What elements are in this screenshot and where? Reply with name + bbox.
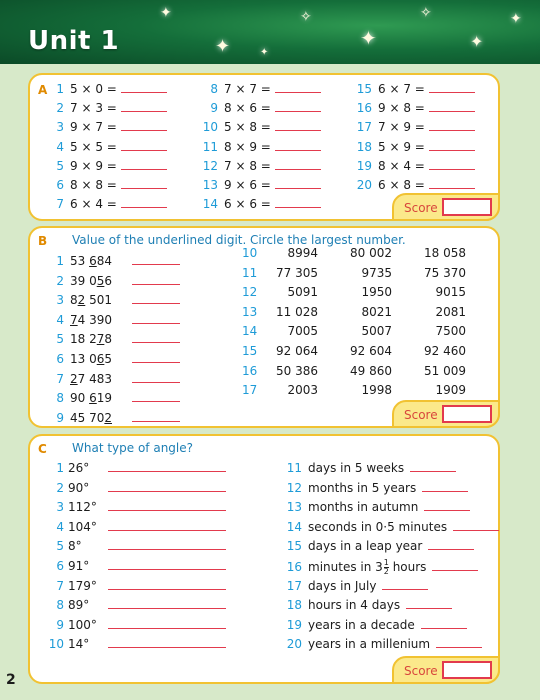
question-text: 8 × 8 = xyxy=(70,178,117,192)
question-number: 17 xyxy=(242,383,258,398)
question-row xyxy=(202,120,321,134)
answer-line[interactable] xyxy=(275,140,321,151)
question-row xyxy=(356,82,475,96)
angle-value: 112° xyxy=(68,500,97,515)
answer-line[interactable] xyxy=(108,598,226,609)
question-row xyxy=(284,461,456,475)
question-number: 18 xyxy=(286,598,302,613)
question-row xyxy=(48,254,180,268)
question-text: 9 × 6 = xyxy=(224,178,271,192)
question-text: hours in 4 days xyxy=(308,598,401,613)
digits-after: 8 xyxy=(104,332,112,347)
question-text: 6 × 8 = xyxy=(378,178,425,192)
question-text: 5 × 8 = xyxy=(224,120,271,135)
answer-line[interactable] xyxy=(275,159,321,170)
question-number: 2 xyxy=(56,273,64,288)
digits-after: 19 xyxy=(96,391,113,406)
question-number: 9 xyxy=(56,617,64,632)
question-row xyxy=(48,197,167,211)
question-text: months in autumn xyxy=(308,500,419,515)
star-icon: ✦ xyxy=(470,32,484,51)
question-row xyxy=(202,140,321,154)
question-row xyxy=(242,364,466,378)
score-label: Score xyxy=(404,664,438,678)
question-number: 14 xyxy=(242,324,258,339)
angle-value: 91° xyxy=(68,559,90,573)
answer-line[interactable] xyxy=(132,313,180,324)
number-option[interactable]: 18 058 xyxy=(424,246,466,260)
answer-line[interactable] xyxy=(132,254,180,265)
answer-line[interactable] xyxy=(108,500,226,511)
answer-line[interactable] xyxy=(275,120,321,131)
question-number: 15 xyxy=(356,82,372,96)
answer-line[interactable] xyxy=(406,598,452,609)
score-box xyxy=(392,193,500,221)
question-row xyxy=(284,500,470,514)
question-number: 16 xyxy=(286,560,302,574)
star-icon: ✦ xyxy=(360,26,377,50)
page-number: 2 xyxy=(6,672,16,688)
question-text: years in a decade xyxy=(308,617,415,632)
number-option[interactable]: 1950 xyxy=(361,285,392,300)
answer-line[interactable] xyxy=(132,372,180,383)
question-row xyxy=(48,618,226,632)
question-text: seconds in 0·5 minutes xyxy=(308,519,448,534)
number-option[interactable]: 8994 xyxy=(287,246,318,260)
question-text: 5 × 9 = xyxy=(378,139,425,154)
question-number: 10 xyxy=(202,120,218,135)
answer-line[interactable] xyxy=(108,520,226,531)
question-number: 13 xyxy=(202,178,218,192)
question-number: 14 xyxy=(286,519,302,534)
number-value xyxy=(70,411,124,425)
question-row xyxy=(284,618,467,632)
angle-value: 179° xyxy=(68,578,97,593)
question-number: 8 xyxy=(56,391,64,406)
answer-line[interactable] xyxy=(121,82,167,93)
question-row xyxy=(242,305,466,319)
question-number: 4 xyxy=(56,139,64,154)
score-box xyxy=(392,400,500,428)
question-text: 9 × 8 = xyxy=(378,101,425,116)
question-text: 7 × 7 = xyxy=(224,82,271,96)
answer-line[interactable] xyxy=(121,140,167,151)
question-text: 6 × 4 = xyxy=(70,197,117,212)
section-c-heading: What type of angle? xyxy=(72,441,194,455)
number-option[interactable]: 75 370 xyxy=(424,265,466,280)
answer-line[interactable] xyxy=(132,352,180,363)
question-number: 8 xyxy=(56,598,64,613)
answer-line[interactable] xyxy=(429,120,475,131)
question-number: 19 xyxy=(356,158,372,173)
question-number: 5 xyxy=(56,539,64,554)
question-number: 4 xyxy=(56,312,64,327)
underlined-digit: 2 xyxy=(104,410,112,425)
number-value xyxy=(70,372,124,386)
question-row xyxy=(48,372,180,386)
answer-line[interactable] xyxy=(422,481,468,492)
question-number: 14 xyxy=(202,197,218,212)
number-option[interactable]: 2003 xyxy=(287,383,318,398)
question-row xyxy=(356,159,475,173)
answer-line[interactable] xyxy=(421,618,467,629)
answer-line[interactable] xyxy=(108,618,226,629)
score-input[interactable] xyxy=(442,661,492,679)
answer-line[interactable] xyxy=(132,332,180,343)
angle-value: 26° xyxy=(68,461,90,475)
question-text: 7 × 9 = xyxy=(378,120,425,135)
question-row xyxy=(48,481,226,495)
question-text: months in 5 years xyxy=(308,480,417,495)
question-row xyxy=(48,637,226,651)
underlined-digit: 6 xyxy=(96,352,105,366)
underlined-digit: 2 xyxy=(77,293,86,308)
question-row xyxy=(48,500,226,514)
answer-line[interactable] xyxy=(108,579,226,590)
number-option[interactable]: 7005 xyxy=(287,324,318,339)
answer-line[interactable] xyxy=(429,101,475,112)
answer-line[interactable] xyxy=(132,411,180,422)
question-row xyxy=(242,266,466,280)
digits-after: 501 xyxy=(85,293,112,308)
answer-line[interactable] xyxy=(275,82,321,93)
angle-value: 89° xyxy=(68,598,90,613)
fraction-numerator: 1 xyxy=(383,558,389,567)
question-text: 7 × 3 = xyxy=(70,101,117,116)
question-text: years in a millenium xyxy=(308,637,431,652)
digits-before: 13 0 xyxy=(70,352,97,366)
question-row xyxy=(48,293,180,307)
number-option[interactable]: 92 604 xyxy=(350,344,392,358)
question-row xyxy=(48,411,180,425)
answer-line[interactable] xyxy=(108,539,226,550)
answer-line[interactable] xyxy=(410,461,456,472)
section-b-panel xyxy=(28,226,500,428)
question-number: 12 xyxy=(286,480,302,495)
number-value xyxy=(70,391,124,405)
score-label: Score xyxy=(404,408,438,422)
question-row xyxy=(48,82,167,96)
question-row xyxy=(284,598,452,612)
question-row xyxy=(48,579,226,593)
number-option[interactable]: 7500 xyxy=(435,324,466,339)
question-text: 8 × 9 = xyxy=(224,139,271,154)
question-text: days in July xyxy=(308,578,377,593)
question-number: 11 xyxy=(286,461,302,475)
star-icon: ✧ xyxy=(300,9,312,25)
question-number: 5 xyxy=(56,158,64,173)
number-option[interactable]: 8021 xyxy=(361,304,392,319)
question-number: 11 xyxy=(202,139,218,154)
number-option[interactable]: 2081 xyxy=(435,304,466,319)
answer-line[interactable] xyxy=(275,101,321,112)
number-option[interactable]: 77 305 xyxy=(276,265,318,280)
question-number: 16 xyxy=(242,363,258,378)
question-number: 6 xyxy=(56,559,64,573)
answer-line[interactable] xyxy=(132,293,180,304)
number-option[interactable]: 5007 xyxy=(361,324,392,339)
question-row xyxy=(48,159,167,173)
question-row xyxy=(48,352,180,366)
question-text: 7 × 8 = xyxy=(224,158,271,173)
question-row xyxy=(356,120,475,134)
number-option[interactable]: 1909 xyxy=(435,383,466,398)
question-number: 9 xyxy=(56,410,64,425)
digits-after: 4 390 xyxy=(77,312,112,327)
page-title: Unit 1 xyxy=(28,26,120,56)
underlined-digit: 5 xyxy=(96,273,105,288)
answer-line[interactable] xyxy=(132,391,180,402)
underlined-digit: 2 xyxy=(70,371,78,386)
question-number: 3 xyxy=(56,293,64,308)
question-number: 3 xyxy=(56,120,64,135)
answer-line[interactable] xyxy=(121,178,167,189)
question-row xyxy=(356,178,475,192)
question-row xyxy=(48,598,226,612)
question-number: 9 xyxy=(210,101,218,116)
question-row xyxy=(48,332,180,346)
angle-value: 8° xyxy=(68,539,82,554)
number-value xyxy=(70,352,124,366)
number-option[interactable]: 49 860 xyxy=(350,363,392,378)
number-option[interactable]: 9735 xyxy=(361,265,392,280)
question-number: 7 xyxy=(56,578,64,593)
question-row xyxy=(48,539,226,553)
question-text-suffix: hours xyxy=(388,560,427,574)
star-icon: ✦ xyxy=(215,36,231,57)
question-text: minutes in 3 xyxy=(308,560,383,574)
question-text: 8 × 6 = xyxy=(224,101,271,116)
question-number: 1 xyxy=(56,254,64,268)
digits-after: 84 xyxy=(96,254,113,268)
section-letter: C xyxy=(38,442,47,456)
question-text: 5 × 5 = xyxy=(70,139,117,154)
question-row xyxy=(202,197,321,211)
question-row xyxy=(48,274,180,288)
question-number: 10 xyxy=(242,246,258,260)
question-row xyxy=(48,461,226,475)
digits-after: 7 483 xyxy=(77,371,112,386)
answer-line[interactable] xyxy=(121,101,167,112)
question-row xyxy=(284,481,468,495)
question-row xyxy=(48,520,226,534)
section-a-panel xyxy=(28,73,500,221)
question-row xyxy=(242,285,466,299)
question-number: 7 xyxy=(56,371,64,386)
number-option[interactable]: 51 009 xyxy=(424,363,466,378)
question-row xyxy=(48,391,180,405)
question-number: 13 xyxy=(242,304,258,319)
question-number: 16 xyxy=(356,101,372,116)
underlined-digit: 7 xyxy=(70,312,78,327)
answer-line[interactable] xyxy=(132,274,180,285)
score-label: Score xyxy=(404,201,438,215)
answer-line[interactable] xyxy=(429,178,475,189)
question-number: 6 xyxy=(56,352,64,366)
question-number: 2 xyxy=(56,101,64,116)
question-number: 7 xyxy=(56,197,64,212)
section-b-heading-right: Circle the largest number. xyxy=(250,233,406,247)
underlined-digit: 6 xyxy=(89,254,97,268)
star-icon: ✦ xyxy=(160,5,172,21)
question-number: 11 xyxy=(242,265,258,280)
digits-before: 53 xyxy=(70,254,90,268)
question-number: 12 xyxy=(202,158,218,173)
digits-before: 8 xyxy=(70,293,78,308)
question-text: 9 × 9 = xyxy=(70,158,117,173)
question-number: 5 xyxy=(56,332,64,347)
star-icon: ✦ xyxy=(260,47,269,58)
question-row xyxy=(48,140,167,154)
question-number: 1 xyxy=(56,461,64,475)
question-row xyxy=(242,324,466,338)
question-number: 3 xyxy=(56,500,64,515)
question-number: 18 xyxy=(356,139,372,154)
answer-line[interactable] xyxy=(436,637,482,648)
section-letter: B xyxy=(38,234,48,248)
question-number: 10 xyxy=(48,637,64,652)
question-number: 15 xyxy=(242,344,258,358)
score-input[interactable] xyxy=(442,405,492,423)
question-number: 4 xyxy=(56,519,64,534)
number-value xyxy=(70,313,124,327)
score-box xyxy=(392,656,500,684)
question-number: 2 xyxy=(56,480,64,495)
number-option[interactable]: 92 064 xyxy=(276,344,318,358)
question-row xyxy=(48,313,180,327)
section-c-panel xyxy=(28,434,500,684)
answer-line[interactable] xyxy=(424,500,470,511)
answer-line[interactable] xyxy=(275,178,321,189)
question-row xyxy=(284,539,474,553)
answer-line[interactable] xyxy=(108,559,226,570)
section-letter: A xyxy=(38,83,48,97)
number-option[interactable]: 11 028 xyxy=(276,304,318,319)
angle-value: 104° xyxy=(68,519,97,534)
answer-line[interactable] xyxy=(275,197,321,208)
question-number: 8 xyxy=(210,82,218,96)
question-row xyxy=(202,159,321,173)
question-row xyxy=(48,101,167,115)
question-row xyxy=(242,246,466,260)
section-b-heading-left: Value of the underlined digit. xyxy=(72,233,247,247)
angle-value: 90° xyxy=(68,480,90,495)
digits-after: 6 xyxy=(104,273,112,288)
answer-line[interactable] xyxy=(108,461,226,472)
number-option[interactable]: 50 386 xyxy=(276,363,318,378)
question-number: 15 xyxy=(286,539,302,554)
number-option[interactable]: 1998 xyxy=(361,383,392,398)
question-row xyxy=(284,559,478,576)
answer-line[interactable] xyxy=(108,481,226,492)
underlined-digit: 6 xyxy=(89,391,97,406)
number-option[interactable]: 5091 xyxy=(287,285,318,300)
question-row xyxy=(48,559,226,573)
question-text: 9 × 7 = xyxy=(70,120,117,135)
question-row xyxy=(356,101,475,115)
question-row xyxy=(202,82,321,96)
star-icon: ✧ xyxy=(420,5,432,21)
answer-line[interactable] xyxy=(429,140,475,151)
answer-line[interactable] xyxy=(429,159,475,170)
number-value xyxy=(70,332,124,346)
question-number: 20 xyxy=(286,637,302,652)
question-row xyxy=(356,140,475,154)
underlined-digit: 7 xyxy=(96,332,105,347)
question-number: 19 xyxy=(286,617,302,632)
angle-value: 14° xyxy=(68,637,90,652)
question-number: 17 xyxy=(356,120,372,135)
number-value xyxy=(70,254,124,268)
question-number: 1 xyxy=(56,82,64,96)
question-row xyxy=(284,637,482,651)
score-input[interactable] xyxy=(442,198,492,216)
answer-line[interactable] xyxy=(121,120,167,131)
number-option[interactable]: 80 002 xyxy=(350,246,392,260)
angle-value: 100° xyxy=(68,617,97,632)
question-row xyxy=(284,520,499,534)
answer-line[interactable] xyxy=(108,637,226,648)
question-row xyxy=(48,120,167,134)
question-text: days in 5 weeks xyxy=(308,461,405,475)
fraction-denominator: 2 xyxy=(383,567,389,576)
question-number: 17 xyxy=(286,578,302,593)
question-text: 6 × 7 = xyxy=(378,82,425,96)
question-number: 6 xyxy=(56,178,64,192)
answer-line[interactable] xyxy=(382,579,428,590)
digits-before: 90 xyxy=(70,391,90,406)
question-row xyxy=(202,178,321,192)
star-icon: ✦ xyxy=(510,11,522,27)
number-option[interactable]: 92 460 xyxy=(424,344,466,358)
question-row xyxy=(202,101,321,115)
digits-before: 39 0 xyxy=(70,273,97,288)
question-row xyxy=(242,344,466,358)
answer-line[interactable] xyxy=(432,560,478,571)
question-number: 20 xyxy=(356,178,372,192)
question-text: 5 × 0 = xyxy=(70,82,117,96)
answer-line[interactable] xyxy=(428,539,474,550)
digits-before: 45 70 xyxy=(70,410,105,425)
question-row xyxy=(48,178,167,192)
number-option[interactable]: 9015 xyxy=(435,285,466,300)
answer-line[interactable] xyxy=(429,82,475,93)
question-row xyxy=(242,383,466,397)
digits-after: 5 xyxy=(104,352,112,366)
answer-line[interactable] xyxy=(121,197,167,208)
question-number: 12 xyxy=(242,285,258,300)
question-text: 8 × 4 = xyxy=(378,158,425,173)
number-value xyxy=(70,293,124,307)
answer-line[interactable] xyxy=(121,159,167,170)
question-text: 6 × 6 = xyxy=(224,197,271,212)
answer-line[interactable] xyxy=(453,520,499,531)
question-row xyxy=(284,579,428,593)
question-text: days in a leap year xyxy=(308,539,423,554)
question-number: 13 xyxy=(286,500,302,515)
digits-before: 18 2 xyxy=(70,332,97,347)
number-value xyxy=(70,274,124,288)
